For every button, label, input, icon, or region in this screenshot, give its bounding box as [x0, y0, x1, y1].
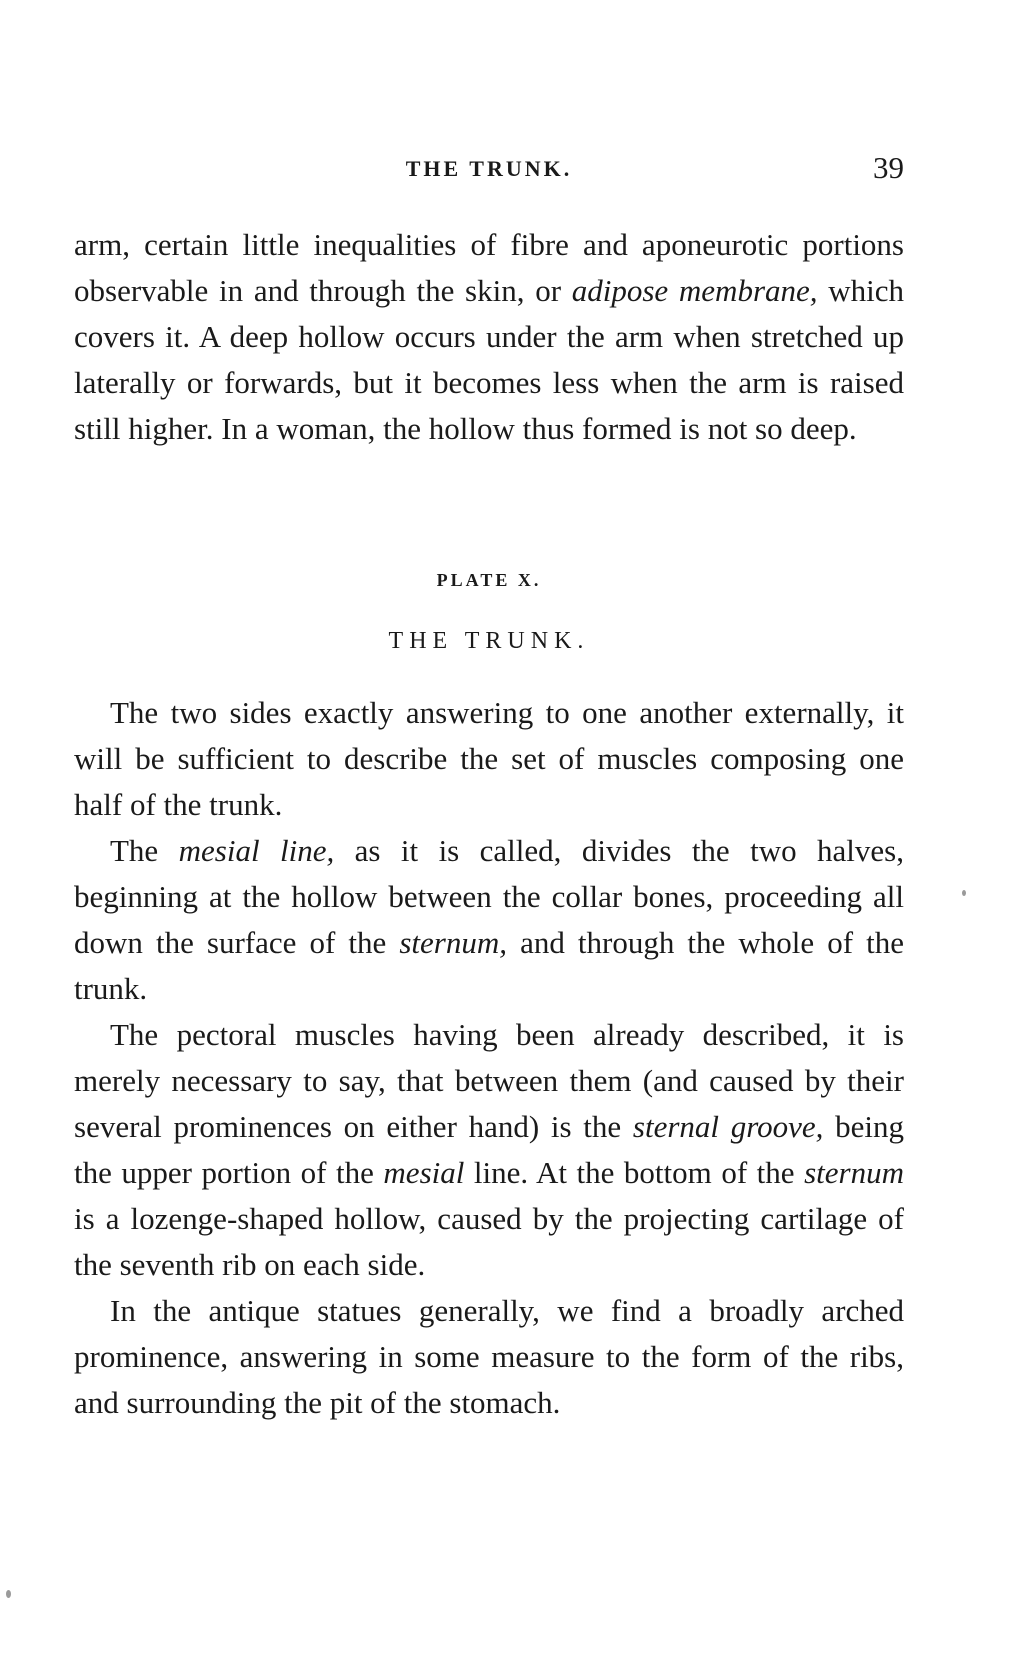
continuation-paragraph: [74, 222, 904, 452]
running-title: THE TRUNK.: [405, 156, 573, 181]
section-body: [74, 690, 904, 1426]
text-run: The pectoral muscles having been already described, it is merely necessary to say, that between them (and caused by their several prominences on either hand) is the: [74, 1017, 904, 1144]
italic-term-mesial-line: mesial line,: [178, 833, 335, 868]
italic-term-sternal-groove: sternal groove,: [632, 1109, 824, 1144]
text-run: The two sides exactly answering to one another externally, it will be sufficient to describe the set of muscles composing one half of the trunk.: [74, 695, 904, 822]
paper-speck: [6, 1590, 11, 1598]
section-title: THE TRUNK.: [388, 628, 590, 654]
text-run: In the antique statues generally, we find a broadly arched prominence, answering in some measure to the form of the ribs, and surrounding the pit of the stomach.: [74, 1293, 904, 1420]
paragraph-antique-statues: [74, 1288, 904, 1426]
text-run: and through the whole of the trunk.: [74, 925, 904, 1006]
page-number: 39: [873, 150, 904, 185]
paragraph-mesial-line: [74, 828, 904, 1012]
text-run: arm, certain little inequalities of fibre and aponeurotic portions observable in and through the skin, or: [74, 227, 904, 308]
running-head: [74, 150, 904, 190]
italic-term-adipose-membrane: adipose membrane,: [571, 273, 818, 308]
italic-term-mesial: mesial: [383, 1155, 465, 1190]
text-run: is a lozenge-shaped hollow, caused by the projecting cartilage of the seventh rib on each side.: [74, 1201, 904, 1282]
plate-label: PLATE X.: [436, 570, 542, 590]
paragraph-two-sides: [74, 690, 904, 828]
text-run: which covers it. A deep hollow occurs under the arm when stretched up laterally or forwards, but it becomes less when the arm is raised still higher. In a woman, the hollow thus formed is not so deep.: [74, 273, 904, 446]
text-run: The: [110, 833, 179, 868]
italic-term-sternum: sternum: [804, 1155, 904, 1190]
paper-speck: [962, 890, 966, 896]
text-run: line. At the bottom of the: [464, 1155, 805, 1190]
text-run: as it is called, divides the two halves, beginning at the hollow between the collar bones, proceeding all down the surface of the: [74, 833, 904, 960]
text-run: being the upper portion of the: [74, 1109, 904, 1190]
paragraph-pectoral-muscles: [74, 1012, 904, 1288]
italic-term-sternum: sternum,: [399, 925, 507, 960]
